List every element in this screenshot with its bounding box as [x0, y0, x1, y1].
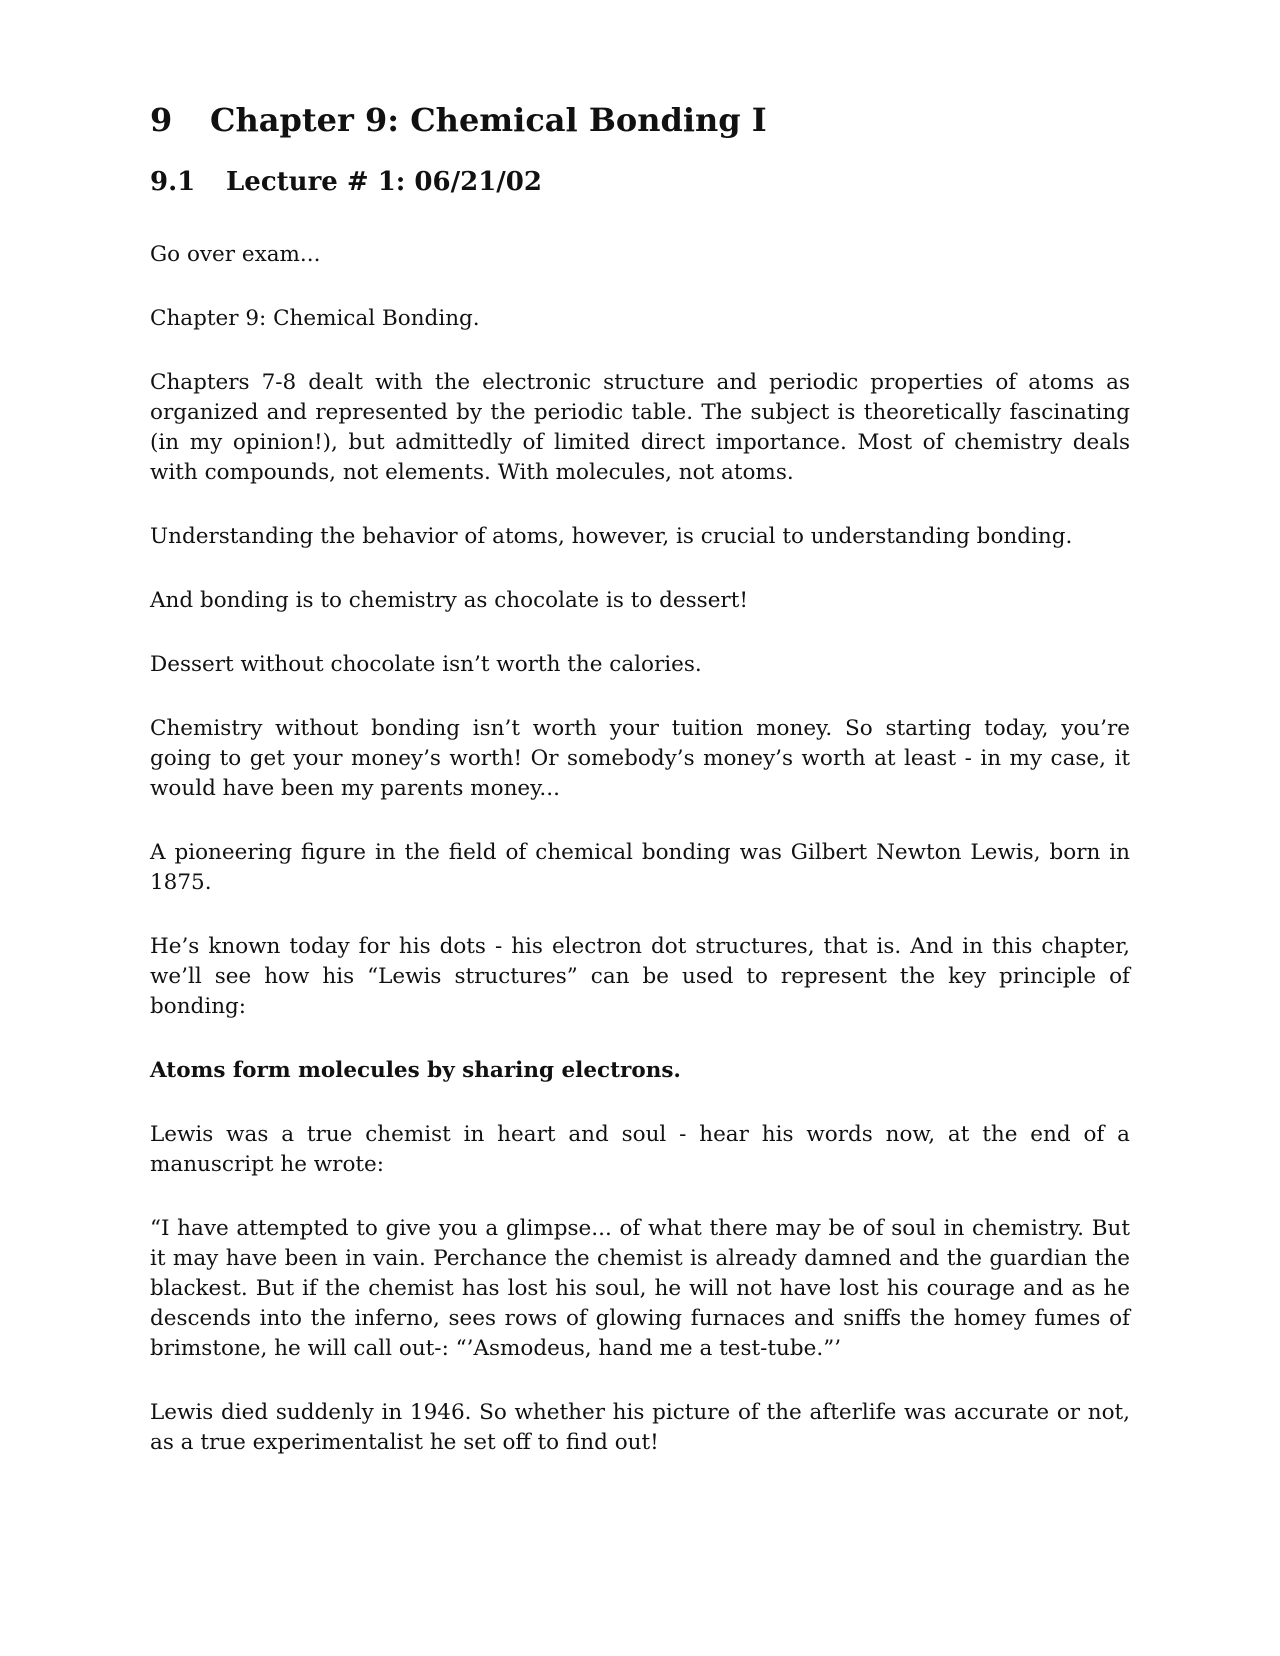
paragraph-understanding-atoms: Understanding the behavior of atoms, however, is crucial to understanding bonding. [150, 524, 1073, 549]
paragraph-chapters-7-8: Chapters 7-8 dealt with the electronic structure and periodic properties of atoms as organized and represented by the periodic table. The subject is theoretically fascinating (in my opinion!), but admittedly of limited direct importance. Most of chemistry deals with compounds, not elements. With molecules, not atoms. [150, 370, 1130, 485]
paragraph-dessert: Dessert without chocolate isn’t worth the calories. [150, 652, 702, 677]
paragraph-lewis-chemist: Lewis was a true chemist in heart and soul - hear his words now, at the end of a manuscript he wrote: [150, 1122, 1130, 1177]
paragraph-lewis-death: Lewis died suddenly in 1946. So whether his picture of the afterlife was accurate or not, as a true experimentalist he set off to find out! [150, 1400, 1130, 1455]
document-page [150, 100, 1130, 1492]
subsection-title: Lecture # 1: 06/21/02 [226, 167, 542, 197]
paragraph-lewis-dots: He’s known today for his dots - his electron dot structures, that is. And in this chapter, we’ll see how his “Lewis structures” can be used to represent the key principle of bonding: [150, 934, 1130, 1019]
paragraph-tuition: Chemistry without bonding isn’t worth your tuition money. So starting today, you’re going to get your money’s worth! Or somebody’s money’s worth at least - in my case, it would have been my parents money... [150, 716, 1130, 801]
paragraph-lewis-intro: A pioneering figure in the field of chemical bonding was Gilbert Newton Lewis, born in 1875. [150, 840, 1130, 895]
section-title: Chapter 9: Chemical Bonding I [210, 101, 767, 139]
paragraph-chapter-title: Chapter 9: Chemical Bonding. [150, 306, 480, 331]
paragraph-go-over-exam: Go over exam... [150, 242, 321, 267]
paragraph-chocolate: And bonding is to chemistry as chocolate is to dessert! [150, 588, 748, 613]
section-number: 9 [150, 101, 173, 139]
subsection-number: 9.1 [150, 167, 196, 197]
subsection-heading [150, 166, 1130, 198]
key-principle: Atoms form molecules by sharing electrons. [150, 1058, 681, 1083]
lewis-quote: “I have attempted to give you a glimpse... of what there may be of soul in chemistry. But it may have been in vain. Perchance the chemist is already damned and the guardian the blackest. But if the chemist has lost his soul, he will not have lost his courage and as he descends into the inferno, sees rows of glowing furnaces and sniffs the homey fumes of brimstone, he will call out-: “’Asmodeus, hand me a test-tube.”’ [150, 1216, 1130, 1361]
section-heading [150, 100, 1130, 140]
